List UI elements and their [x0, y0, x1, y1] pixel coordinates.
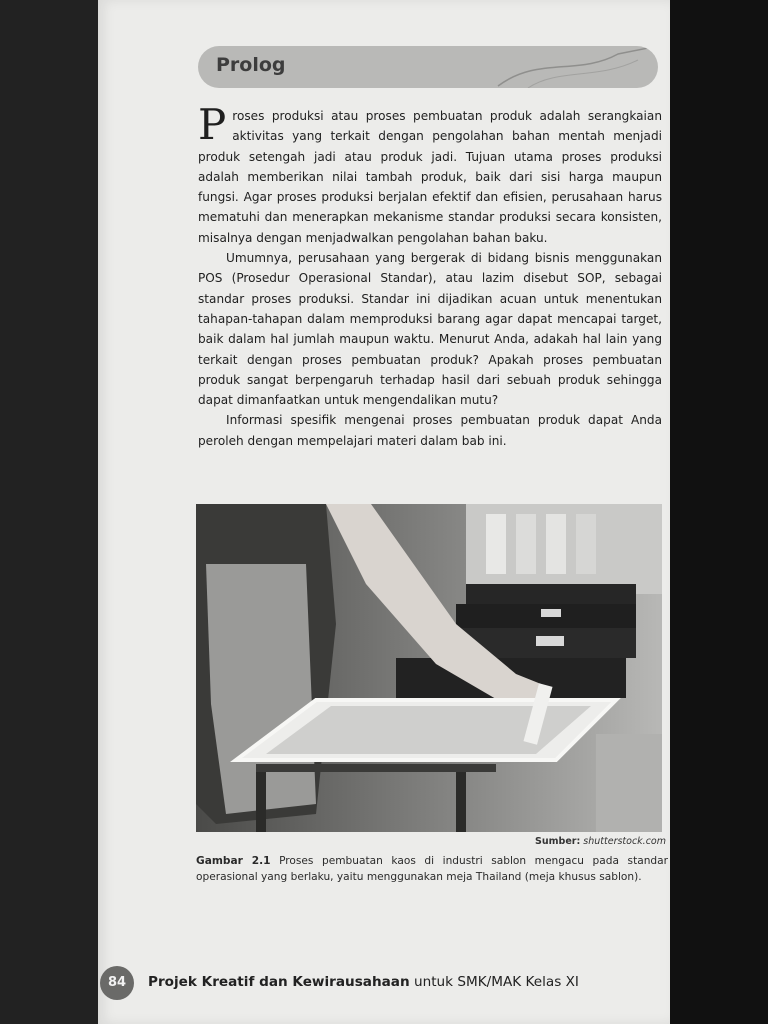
section-banner [198, 46, 658, 88]
caption-label: Gambar 2.1 [196, 855, 271, 867]
book-title-rest: untuk SMK/MAK Kelas XI [414, 974, 579, 990]
book-title-bold: Projek Kreatif dan Kewirausahaan [148, 974, 410, 990]
page-right-shadow [670, 0, 768, 1024]
section-title: Prolog [216, 54, 286, 76]
caption-text: Proses pembuatan kaos di industri sablon mengacu pada standar operasional yang berlaku, yaitu menggunakan meja Thailand (meja khusus sablon). [196, 855, 668, 883]
book-title [148, 974, 579, 990]
paragraph-1-text: roses produksi atau proses pembuatan produk adalah serangkaian aktivitas yang terkait dengan pengolahan bahan mentah menjadi produk setengah jadi atau produk jadi. Tujuan utama proses produksi adalah memberikan nilai tambah produk, baik dari sisi harga maupun fungsi. Agar proses produksi berjalan efektif dan efisien, perusahaan harus mematuhi dan menerapkan mekanisme standar produksi secara konsisten, misalnya dengan menjadwalkan pengolahan bahan baku. [198, 109, 662, 245]
page-left-shadow [0, 0, 98, 1024]
figure-source [196, 836, 666, 847]
paragraph-3: Informasi spesifik mengenai proses pembuatan produk dapat Anda peroleh dengan mempelajari materi dalam bab ini. [198, 413, 662, 448]
page-footer [100, 966, 660, 1002]
screen-printing-photo [196, 504, 662, 832]
figure-caption [196, 853, 668, 885]
figure-photo [196, 504, 662, 832]
paragraph-1 [198, 100, 662, 248]
page-number-badge: 84 [100, 966, 134, 1000]
source-label: Sumber: [535, 836, 581, 847]
dropcap-letter: P [198, 100, 227, 149]
body-text [198, 100, 662, 451]
paragraph-2: Umumnya, perusahaan yang bergerak di bidang bisnis menggunakan POS (Prosedur Operasional Standar), atau lazim disebut SOP, sebagai standar proses produksi. Standar ini dijadikan acuan untuk menentukan tahapan-tahapan dalam memproduksi barang agar dapat mencapai target, baik dalam hal jumlah maupun waktu. Menurut Anda, adakah hal lain yang terkait dengan proses pembuatan produk? Apakah proses pembuatan produk sangat berpengaruh terhadap hasil dari sebuah produk sehingga dapat dimanfaatkan untuk mengendalikan mutu? [198, 251, 662, 408]
source-value: shutterstock.com [583, 836, 666, 847]
